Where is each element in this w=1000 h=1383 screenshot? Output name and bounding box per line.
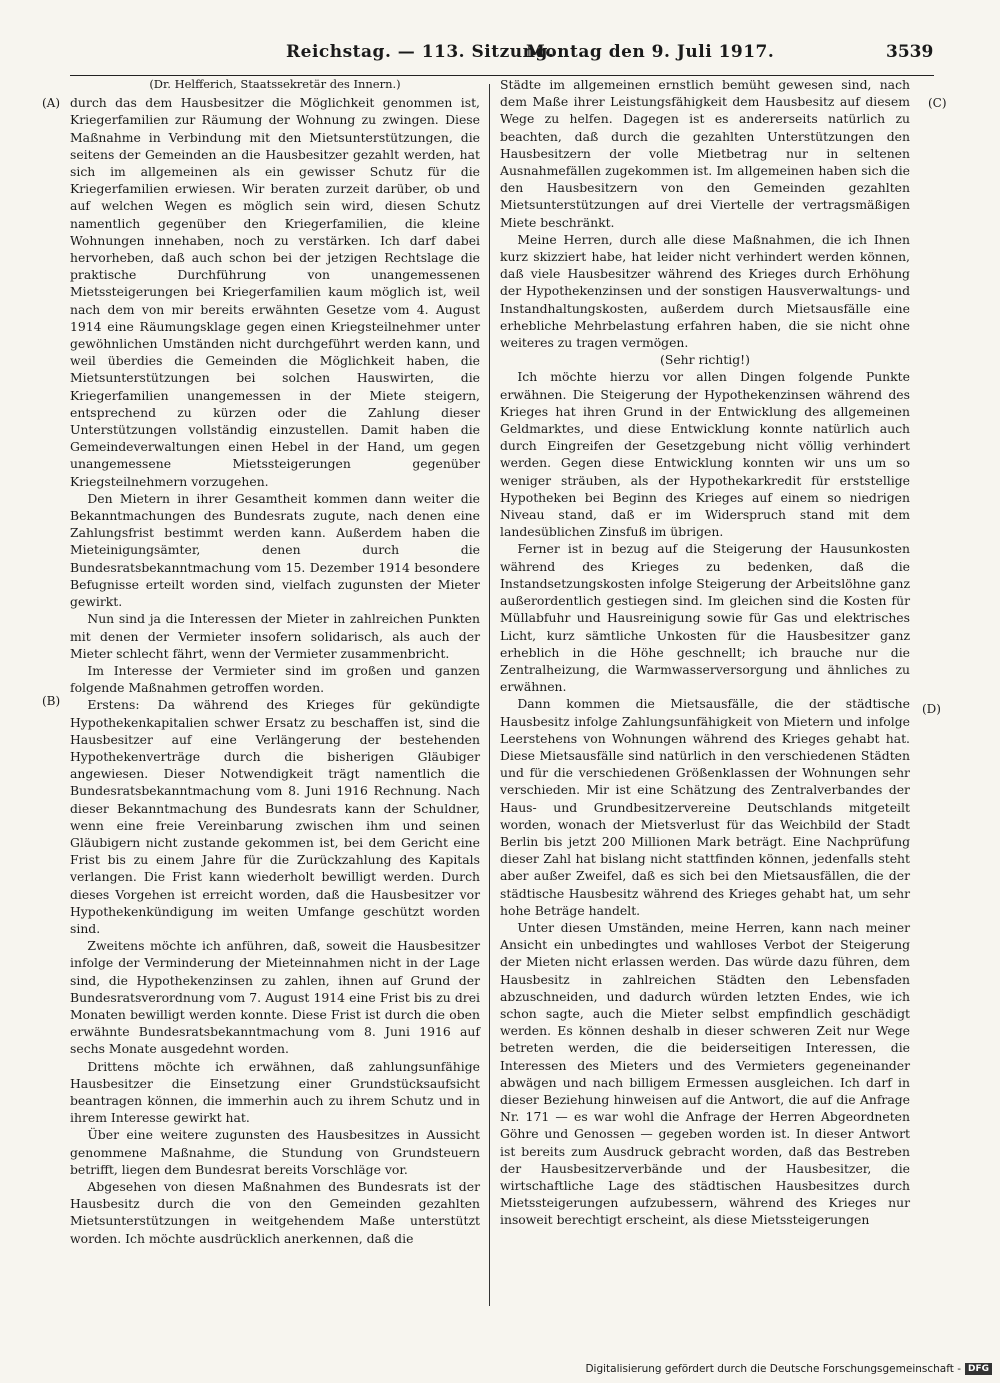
- paragraph: Ich möchte hierzu vor allen Dingen folgende Punkte erwähnen. Die Steigerung der Hypothekenzinsen während des Krieges hat ihren Grund in der Entwicklung des allgemeinen Geldmarktes, und diese Entwicklung konnte natürlich auch durch Eingreifen der Gesetzgebung nicht völlig verhindert werden. Gegen diese Entwicklung konnten wir uns um so weniger sträuben, als der Hypothekarkredit für erststellige Hypotheken bei Beginn des Krieges auf einem so niedrigen Niveau stand, daß er im Widerspruch stand mit dem landesüblichen Zinsfuß im übrigen.: [500, 369, 910, 540]
- paragraph: Nun sind ja die Interessen der Mieter in zahlreichen Punkten mit denen der Vermieter insofern solidarisch, als auch der Mieter schlecht fährt, wenn der Vermieter zusammenbricht.: [70, 611, 480, 661]
- paragraph: Städte im allgemeinen ernstlich bemüht gewesen sind, nach dem Maße ihrer Leistungsfähigkeit dem Hausbesitz auf diesem Wege zu helfen. Dagegen ist es andererseits natürlich zu beachten, daß durch die gezahlten Unterstützungen den Hausbesitzern der volle Mietbetrag nur in seltenen Ausnahmefällen zugekommen ist. Im allgemeinen haben sich die den Hausbesitzern von den Gemeinden gezahlten Mietsunterstützungen auf drei Viertelle der vertragsmäßigen Miete beschränkt.: [500, 77, 910, 230]
- paragraph: Unter diesen Umständen, meine Herren, kann nach meiner Ansicht ein unbedingtes und wahlloses Verbot der Steigerung der Mieten nicht erlassen werden. Das würde dazu führen, dem Hausbesitz in zahlreichen Städten den Lebensfaden abzuschneiden, und dadurch würden letzten Endes, wie ich schon sagte, auch die Mieter selbst empfindlich geschädigt werden. Es können deshalb in dieser schweren Zeit nur Wege betreten werden, die die beiderseitigen Interessen, die Interessen des Mieters und des Vermieters gegeneinander abwägen und nach billigem Ermessen ausgleichen. Ich darf in dieser Beziehung hinweisen auf die Antwort, die auf die Anfrage Nr. 171 — es war wohl die Anfrage der Herren Abgeordneten Göhre und Genossen — gegeben worden ist. In dieser Antwort ist bereits zum Ausdruck gebracht worden, daß das Bestreben der Hausbesitzerverbände und der Hausbesitzer, die wirtschaftliche Lage des städtischen Hausbesitzes durch Mietssteigerungen aufzubessern, während des Krieges nur insoweit berechtigt erscheint, als diese Mietssteigerungen: [500, 919, 910, 1228]
- margin-marker-c: (C): [928, 96, 947, 110]
- paragraph: Erstens: Da während des Krieges für gekündigte Hypothekenkapitalien schwer Ersatz zu beschaffen ist, sind die Hausbesitzer auf eine Verlängerung der bestehenden Hypothekenverträge durch die bisherigen Gläubiger angewiesen. Dieser Notwendigkeit trägt namentlich die Bundesratsbekanntmachung vom 8. Juni 1916 Rechnung. Nach dieser Bekanntmachung des Bundesrats kann der Schuldner, wenn eine freie Vereinbarung zwischen ihm und seinen Gläubigern nicht zustande gekommen ist, bei dem Gericht eine Frist bis zu einem Jahre für die Zurückzahlung des Kapitals verlangen. Die Frist kann wiederholt bewilligt werden. Durch dieses Vorgehen ist erreicht worden, daß die Hausbesitzer vor Hypothekenkündigung im weiten Umfange geschützt worden sind.: [70, 697, 480, 936]
- interjection: (Sehr richtig!): [660, 352, 750, 368]
- paragraph: Den Mietern in ihrer Gesamtheit kommen dann weiter die Bekanntmachungen des Bundesrats zugute, nach denen eine Zahlungsfrist bestimmt werden kann. Außerdem haben die Mieteinigungsämter, denen durch die Bundesratsbekanntmachung vom 15. Dezember 1914 besondere Befugnisse erteilt worden sind, vielfach zugunsten der Mieter gewirkt.: [70, 490, 480, 610]
- margin-marker-a: (A): [42, 96, 61, 110]
- left-column: [70, 76, 480, 1247]
- paragraph: Abgesehen von diesen Maßnahmen des Bundesrats ist der Hausbesitz durch die von den Gemeinden gezahlten Mietsunterstützungen in weitgehendem Maße unterstützt worden. Ich möchte ausdrücklich anerkennen, daß die: [70, 1179, 480, 1246]
- paragraph: Im Interesse der Vermieter sind im großen und ganzen folgende Maßnahmen getroffen worden.: [70, 662, 480, 696]
- paragraph: durch das dem Hausbesitzer die Möglichkeit genommen ist, Kriegerfamilien zur Räumung der Wohnung zu zwingen. Diese Maßnahme in Verbindung mit den Mietsunterstützungen, die seitens der Gemeinden an die Hausbesitzer gezahlt werden, hat sich im allgemeinen als ein gewisser Schutz für die Kriegerfamilien erwiesen. Wir beraten zurzeit darüber, ob und auf welchen Wegen es möglich sein wird, diesen Schutz namentlich gegenüber den Kriegerfamilien, die kleine Wohnungen innehaben, noch zu verstärken. Ich darf dabei hervorheben, daß auch schon bei der jetzigen Rechtslage die praktische Durchführung von unangemessenen Mietssteigerungen bei Kriegerfamilien kaum möglich ist, weil nach dem von mir bereits erwähnten Gesetze vom 4. August 1914 eine Räumungsklage gegen einen Kriegsteilnehmer unter gewöhnlichen Umständen nicht durchgeführt werden kann, und weil überdies die Gemeinden die Möglichkeit haben, die Mietsunterstützungen bei solchen Hauswirten, die Kriegerfamilien unangemessen in der Miete steigern, entsprechend zu kürzen oder die Zahlung dieser Unterstützungen vollständig einzustellen. Damit haben die Gemeindeverwaltungen einen Hebel in der Hand, um gegen unangemessene Mietssteigerungen gegenüber Kriegsteilnehmern vorzugehen.: [70, 95, 480, 489]
- column-divider: [489, 84, 490, 1306]
- right-column: [500, 76, 910, 1229]
- paragraph: Drittens möchte ich erwähnen, daß zahlungsunfähige Hausbesitzer die Einsetzung einer Grundstücksaufsicht beantragen können, die immerhin auch zu ihrem Schutz und in ihrem Interesse gewirkt hat.: [70, 1058, 480, 1126]
- footer-credit: Digitalisierung gefördert durch die Deutsche Forschungsgemeinschaft -: [585, 1363, 961, 1375]
- margin-marker-d: (D): [922, 702, 941, 716]
- paragraph: Dann kommen die Mietsausfälle, die der städtische Hausbesitz infolge Zahlungsunfähigkeit von Mietern und infolge Leerstehens von Wohnungen während des Krieges gehabt hat. Diese Mietsausfälle sind natürlich in den verschiedenen Städten und für die verschiedenen Größenklassen der Wohnungen sehr verschieden. Mir ist eine Schätzung des Zentralverbandes der Haus- und Grundbesitzervereine Deutschlands mitgeteilt worden, wonach der Mietsverlust für das Weichbild der Stadt Berlin bis jetzt 200 Millionen Mark beträgt. Eine Nachprüfung dieser Zahl hat bislang nicht stattfinden können, jedenfalls steht aber außer Zweifel, daß es sich bei den Mietsausfällen, die der städtische Hausbesitz während des Krieges gehabt hat, um sehr hohe Beträge handelt.: [500, 696, 910, 918]
- paragraph: Über eine weitere zugunsten des Hausbesitzes in Aussicht genommene Maßnahme, die Stundung von Grundsteuern betrifft, liegen dem Bundesrat bereits Vorschläge vor.: [70, 1127, 480, 1177]
- margin-marker-b: (B): [42, 694, 61, 708]
- header-date: Montag den 9. Juli 1917.: [526, 42, 775, 62]
- header-left: Reichstag. — 113. Sitzung.: [286, 42, 555, 62]
- paragraph: Zweitens möchte ich anführen, daß, soweit die Hausbesitzer infolge der Verminderung der Mieteinnahmen nicht in der Lage sind, die Hypothekenzinsen zu zahlen, ihnen auf Grund der Bundesratsverordnung vom 7. August 1914 eine Frist bis zu drei Monaten bewilligt werden konnte. Diese Frist ist durch die oben erwähnte Bundesratsbekanntmachung vom 8. Juni 1916 auf sechs Monate ausgedehnt worden.: [70, 938, 480, 1057]
- page-number: 3539: [886, 42, 934, 62]
- speaker-note: (Dr. Helfferich, Staatssekretär des Innern.): [149, 77, 401, 91]
- paragraph: Meine Herren, durch alle diese Maßnahmen, die ich Ihnen kurz skizziert habe, hat leider nicht verhindert werden können, daß viele Hausbesitzer während des Krieges durch Erhöhung der Hypothekenzinsen und der sonstigen Hausverwaltungs- und Instandhaltungskosten, außerdem durch Mietsausfälle eine erhebliche Mehrbelastung erfahren haben, die sie nicht ohne weiteres zu tragen vermögen.: [500, 231, 910, 351]
- dfg-logo: DFG: [965, 1363, 992, 1375]
- paragraph: Ferner ist in bezug auf die Steigerung der Hausunkosten während des Krieges zu bedenken, daß die Instandsetzungskosten infolge Steigerung der Arbeitslöhne ganz außerordentlich gestiegen sind. Im gleichen sind die Kosten für Müllabfuhr und Hausreinigung sowie für Gas und elektrisches Licht, kurz sämtliche Unkosten für die Hausbesitzer ganz erheblich in die Höhe geschnellt; ich brauche nur die Zentralheizung, die Warmwasserversorgung und ähnliches zu erwähnen.: [500, 541, 910, 695]
- footer: [585, 1363, 992, 1375]
